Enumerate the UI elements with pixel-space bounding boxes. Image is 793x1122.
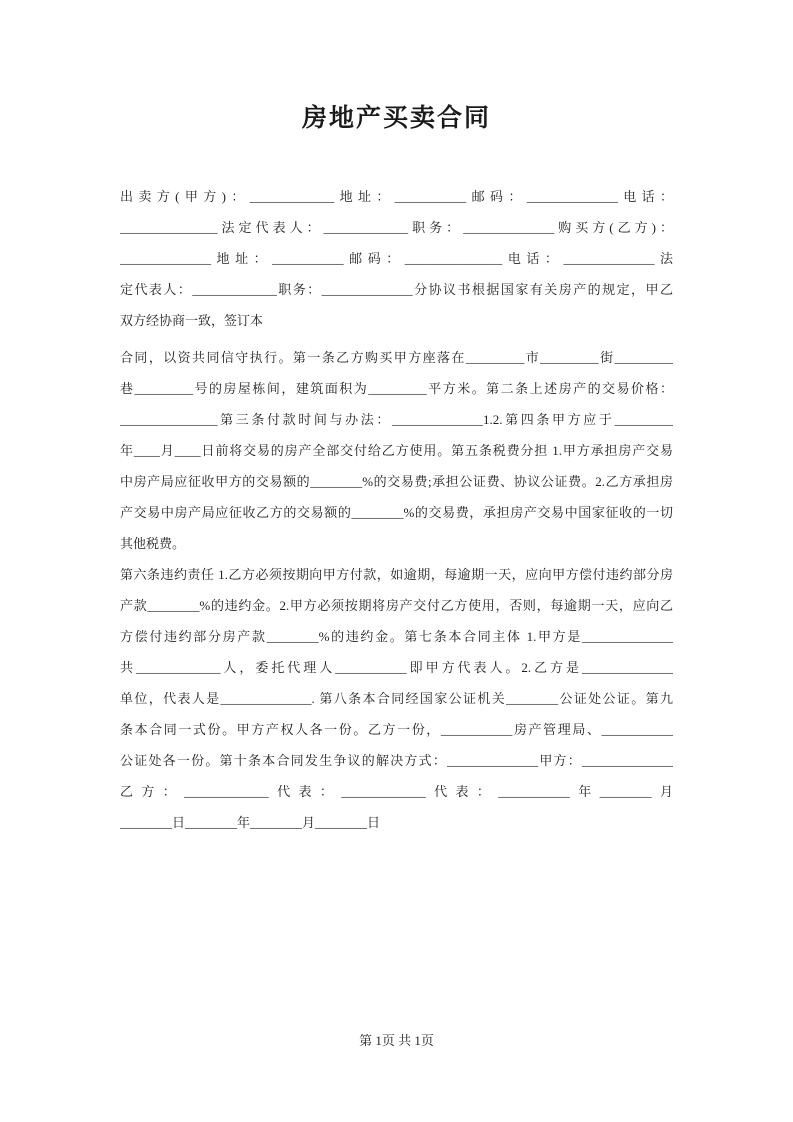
- contract-body: [120, 181, 673, 838]
- contract-line: 第六条违约责任 1.乙方必须按期向甲方付款，如逾期，每逾期一天，应向甲方偿付违约部分房: [120, 567, 673, 582]
- contract-line: ______________地址：___________邮码：_______________电话：______________法: [120, 251, 673, 266]
- document-title: 房地产买卖合同: [301, 105, 491, 132]
- contract-line: ________日________年________月________日: [120, 815, 381, 830]
- contract-line: 年____月____日前将交易的房产全部交付给乙方使用。第五条税费分担 1.甲方承担房产交易: [120, 443, 673, 458]
- page-number: 第 1页 共 1页: [359, 1033, 434, 1048]
- contract-line: 共_____________人，委托代理人___________即甲方代表人。2.乙方是______________: [120, 660, 673, 675]
- contract-line: 产款________%的违约金。2.甲方必须按期将房产交付乙方使用，否则，每逾期一天，应向乙: [120, 598, 673, 613]
- contract-line: _______________第三条付款时间与办法：______________1.2.第四条甲方应于_________: [120, 412, 673, 427]
- contract-line: _______________法定代表人：_____________职务：______________购买方(乙方)：: [120, 220, 673, 235]
- contract-line: 合同，以资共同信守执行。第一条乙方购买甲方座落在_________市_________街_________: [120, 350, 673, 365]
- contract-line: 方偿付违约部分房产款________%的违约金。第七条本合同主体 1.甲方是______________: [120, 629, 673, 644]
- contract-line: 定代表人：_____________职务：______________分协议书根据国家有关房产的规定，甲乙: [120, 282, 673, 297]
- contract-line: 出卖方(甲方)：_____________地址：___________邮码：______________电话：: [120, 189, 673, 204]
- contract-line: 单位，代表人是______________. 第八条本合同经国家公证机关________公证处公证。第九: [120, 691, 673, 706]
- contract-line: 产交易中房产局应征收乙方的交易额的________%的交易费，承担房产交易中国家征收的一切: [120, 505, 673, 520]
- contract-line: 公证处各一份。第十条本合同发生争议的解决方式：______________甲方：______________: [120, 753, 673, 768]
- contract-line: 双方经协商一致，签订本: [120, 313, 264, 328]
- contract-line: 中房产局应征收甲方的交易额的________%的交易费;承担公证费、协议公证费。2.乙方承担房: [120, 474, 673, 489]
- contract-line: 条本合同一式份。甲方产权人各一份。乙方一份，___________房产管理局、___________: [120, 722, 673, 737]
- contract-line: 其他税费。: [120, 536, 186, 551]
- contract-line: 乙方：_____________代表：_____________代表：___________年________月: [120, 784, 673, 799]
- contract-line: 巷_________号的房屋栋间，建筑面积为_________平方米。第二条上述房产的交易价格：: [120, 381, 673, 396]
